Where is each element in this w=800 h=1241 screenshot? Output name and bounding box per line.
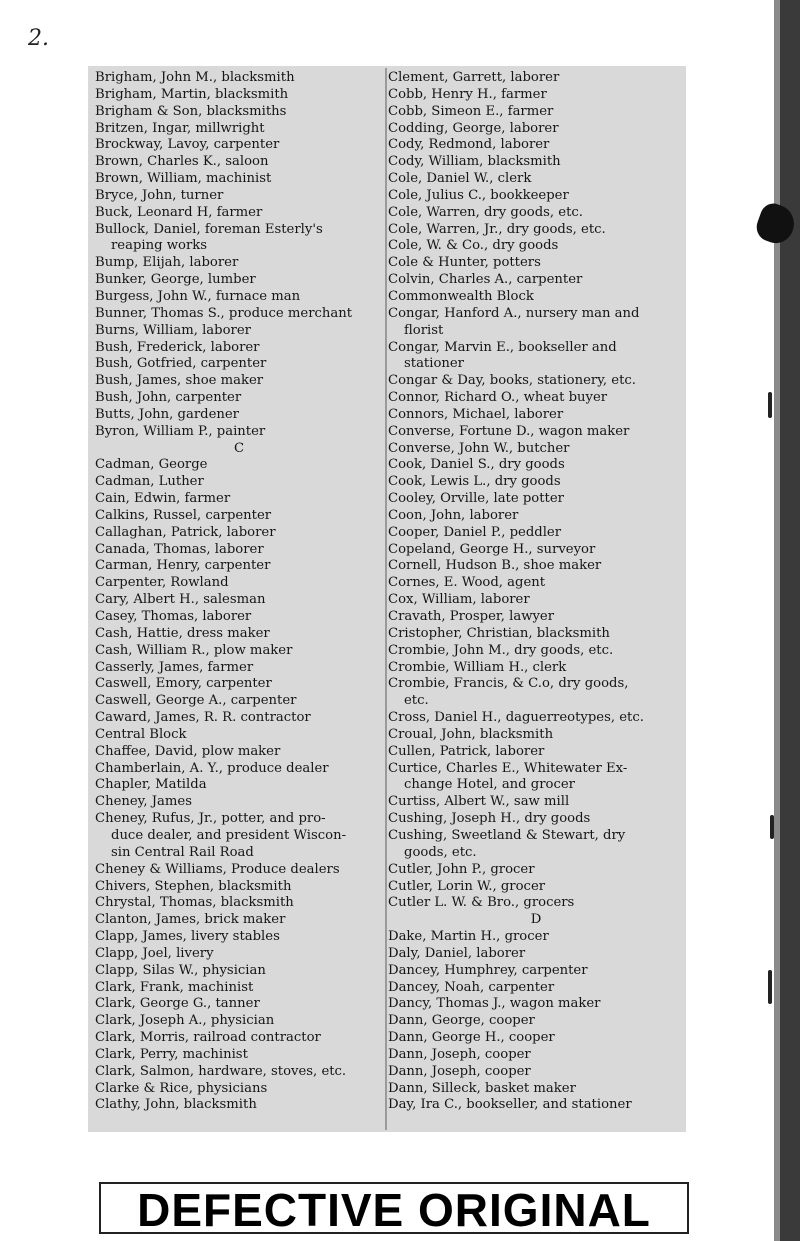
directory-entry: Cravath, Prosper, lawyer — [388, 609, 555, 624]
directory-entry: Dancy, Thomas J., wagon maker — [388, 996, 601, 1012]
directory-entry: Cooper, Daniel P., peddler — [388, 524, 562, 540]
directory-entry: Callaghan, Patrick, laborer — [95, 524, 276, 540]
directory-entry: Dake, Martin H., grocer — [388, 929, 549, 945]
directory-entry-continuation: sin Central Rail Road — [111, 844, 254, 860]
directory-entry: Bryce, John, turner — [95, 187, 224, 203]
directory-entry: Dann, Joseph, cooper — [388, 1063, 531, 1079]
directory-entry: Cash, William R., plow maker — [95, 642, 293, 658]
scan-edge — [780, 0, 800, 1241]
directory-entry-continuation: etc. — [404, 693, 429, 709]
directory-entry: Cutler L. W. & Bro., grocers — [388, 895, 575, 911]
directory-entry: Clark, Joseph A., physician — [95, 1013, 275, 1029]
directory-entry: Bush, Gotfried, carpenter — [95, 356, 267, 372]
directory-entry: Cadman, Luther — [95, 474, 204, 490]
directory-entry: Clapp, Joel, livery — [95, 945, 214, 961]
directory-entry: Butts, John, gardener — [95, 406, 239, 422]
directory-entry: Coon, John, laborer — [388, 507, 519, 523]
directory-entry: Brigham, Martin, blacksmith — [95, 86, 289, 102]
directory-entry: Cole, W. & Co., dry goods — [388, 238, 559, 254]
directory-entry: Crombie, Francis, & C.o, dry goods, — [388, 676, 629, 692]
directory-entry: Chapler, Matilda — [95, 777, 207, 793]
directory-entry: Cristopher, Christian, blacksmith — [388, 625, 610, 641]
directory-entry: Cobb, Henry H., farmer — [388, 86, 547, 102]
directory-entry: Cody, William, blacksmith — [388, 154, 561, 170]
directory-entry: Chrystal, Thomas, blacksmith — [95, 895, 294, 911]
directory-entry: Day, Ira C., bookseller, and stationer — [388, 1097, 632, 1113]
directory-entry: Dancey, Noah, carpenter — [388, 979, 555, 995]
right-column — [388, 70, 684, 1114]
column-divider — [385, 68, 387, 1130]
directory-entry: Canada, Thomas, laborer — [95, 541, 264, 557]
directory-entry: Bunner, Thomas S., produce merchant — [95, 305, 353, 321]
directory-entry-continuation: reaping works — [111, 238, 208, 254]
directory-entry: Casey, Thomas, laborer — [95, 609, 252, 624]
directory-entry: Bunker, George, lumber — [95, 272, 256, 288]
directory-entry: Dann, Joseph, cooper — [388, 1046, 531, 1062]
directory-entry-continuation: goods, etc. — [404, 844, 477, 860]
directory-entry: Cash, Hattie, dress maker — [95, 625, 270, 641]
directory-entry: Buck, Leonard H, farmer — [95, 204, 263, 220]
directory-entry: Britzen, Ingar, millwright — [95, 120, 265, 136]
directory-entry-continuation: duce dealer, and president Wiscon- — [111, 827, 347, 843]
directory-entry: Clarke & Rice, physicians — [95, 1080, 268, 1096]
directory-entry: Cushing, Sweetland & Stewart, dry — [388, 827, 626, 843]
directory-entry-continuation: change Hotel, and grocer — [404, 777, 575, 793]
directory-entry: Brigham & Son, blacksmiths — [95, 103, 287, 119]
directory-entry: Curtiss, Albert W., saw mill — [388, 794, 570, 810]
directory-entry: Cook, Lewis L., dry goods — [388, 474, 561, 490]
directory-entry: Carpenter, Rowland — [95, 575, 229, 591]
directory-entry: Brown, Charles K., saloon — [95, 154, 269, 170]
directory-entry: Cornell, Hudson B., shoe maker — [388, 558, 602, 574]
directory-entry: Brown, William, machinist — [95, 171, 272, 187]
directory-entry: Converse, John W., butcher — [388, 440, 570, 456]
directory-entry: Caswell, Emory, carpenter — [95, 676, 272, 692]
scan-speck — [768, 970, 772, 1004]
directory-entry: Cook, Daniel S., dry goods — [388, 457, 565, 473]
directory-entry: Clapp, Silas W., physician — [95, 962, 266, 978]
directory-entry: Clark, Frank, machinist — [95, 979, 254, 995]
directory-entry: Croual, John, blacksmith — [388, 726, 554, 742]
directory-entry: Chamberlain, A. Y., produce dealer — [95, 760, 329, 776]
scan-speck — [768, 392, 772, 418]
directory-entry: Cary, Albert H., salesman — [95, 592, 266, 608]
directory-entry: Cole & Hunter, potters — [388, 255, 541, 271]
directory-entry: Chaffee, David, plow maker — [95, 743, 281, 759]
directory-entry: Clark, Morris, railroad contractor — [95, 1030, 321, 1046]
directory-entry: Clathy, John, blacksmith — [95, 1097, 257, 1113]
directory-entry: Byron, William P., painter — [95, 423, 266, 439]
directory-entry: Cadman, George — [95, 457, 208, 473]
directory-entry: Clapp, James, livery stables — [95, 929, 280, 945]
directory-entry-continuation: stationer — [404, 356, 464, 372]
directory-entry: Congar & Day, books, stationery, etc. — [388, 373, 636, 389]
directory-entry: Cole, Julius C., bookkeeper — [388, 187, 569, 203]
directory-entry: Clark, Salmon, hardware, stoves, etc. — [95, 1063, 347, 1079]
directory-entry: Dann, Silleck, basket maker — [388, 1080, 576, 1096]
directory-entry: Cheney, Rufus, Jr., potter, and pro- — [95, 811, 326, 827]
directory-entry: Cole, Warren, dry goods, etc. — [388, 204, 583, 220]
directory-entry: Crombie, William H., clerk — [388, 659, 567, 675]
page-number: 2. — [28, 26, 49, 51]
directory-entry: Casserly, James, farmer — [95, 659, 254, 675]
directory-entry: Cutler, John P., grocer — [388, 861, 535, 877]
directory-entry: Bump, Elijah, laborer — [95, 255, 239, 271]
directory-entry: Connor, Richard O., wheat buyer — [388, 390, 608, 406]
directory-entry: Cole, Daniel W., clerk — [388, 171, 532, 187]
directory-entry: Cobb, Simeon E., farmer — [388, 103, 554, 119]
directory-entry: Burns, William, laborer — [95, 322, 251, 338]
directory-entry: Cheney & Williams, Produce dealers — [95, 861, 340, 877]
directory-entry: Bush, Frederick, laborer — [95, 339, 260, 355]
section-letter: C — [233, 440, 245, 456]
directory-entry: Cole, Warren, Jr., dry goods, etc. — [388, 221, 606, 237]
directory-entry: Clark, Perry, machinist — [95, 1046, 248, 1062]
directory-entry: Colvin, Charles A., carpenter — [388, 272, 583, 288]
directory-entry: Dann, George, cooper — [388, 1013, 535, 1029]
directory-entry: Dann, George H., cooper — [388, 1030, 555, 1046]
directory-entry: Copeland, George H., surveyor — [388, 541, 596, 557]
left-column — [95, 70, 383, 1114]
scan-speck — [770, 815, 774, 839]
directory-entry: Cooley, Orville, late potter — [388, 491, 564, 507]
directory-entry: Commonwealth Block — [388, 288, 534, 304]
directory-entry: Connors, Michael, laborer — [388, 406, 564, 422]
directory-entry: Cushing, Joseph H., dry goods — [388, 811, 591, 827]
directory-entry: Cody, Redmond, laborer — [388, 137, 550, 153]
directory-entry: Congar, Hanford A., nursery man and — [388, 305, 640, 321]
directory-entry: Brockway, Lavoy, carpenter — [95, 137, 280, 153]
defective-original-stamp: DEFECTIVE ORIGINAL — [137, 1184, 651, 1236]
directory-entry: Bush, James, shoe maker — [95, 373, 264, 389]
directory-entry: Codding, George, laborer — [388, 120, 559, 136]
directory-entry: Cornes, E. Wood, agent — [388, 575, 546, 591]
directory-entry: Bullock, Daniel, foreman Esterly's — [95, 221, 323, 237]
directory-entry: Calkins, Russel, carpenter — [95, 507, 272, 523]
directory-entry: Cheney, James — [95, 794, 192, 810]
directory-entry-continuation: florist — [404, 322, 444, 338]
directory-entry: Chivers, Stephen, blacksmith — [95, 878, 292, 894]
directory-entry: Curtice, Charles E., Whitewater Ex- — [388, 760, 628, 776]
directory-entry: Bush, John, carpenter — [95, 390, 242, 406]
directory-entry: Cain, Edwin, farmer — [95, 491, 231, 507]
directory-entry: Central Block — [95, 726, 187, 742]
directory-entry: Clement, Garrett, laborer — [388, 70, 560, 85]
directory-entry: Dancey, Humphrey, carpenter — [388, 962, 588, 978]
directory-entry: Caward, James, R. R. contractor — [95, 710, 311, 726]
directory-entry: Cross, Daniel H., daguerreotypes, etc. — [388, 710, 644, 726]
directory-entry: Cox, William, laborer — [388, 592, 530, 608]
directory-entry: Brigham, John M., blacksmith — [95, 70, 295, 85]
directory-entry: Carman, Henry, carpenter — [95, 558, 271, 574]
section-letter: D — [530, 912, 542, 928]
directory-entry: Caswell, George A., carpenter — [95, 693, 297, 709]
directory-entry: Crombie, John M., dry goods, etc. — [388, 642, 614, 658]
directory-entry: Clanton, James, brick maker — [95, 912, 286, 928]
directory-entry: Cullen, Patrick, laborer — [388, 743, 545, 759]
directory-entry: Cutler, Lorin W., grocer — [388, 878, 546, 894]
directory-entry: Clark, George G., tanner — [95, 996, 260, 1012]
directory-entry: Burgess, John W., furnace man — [95, 288, 301, 304]
directory-entry: Converse, Fortune D., wagon maker — [388, 423, 630, 439]
directory-entry: Congar, Marvin E., bookseller and — [388, 339, 617, 355]
directory-entry: Daly, Daniel, laborer — [388, 945, 526, 961]
